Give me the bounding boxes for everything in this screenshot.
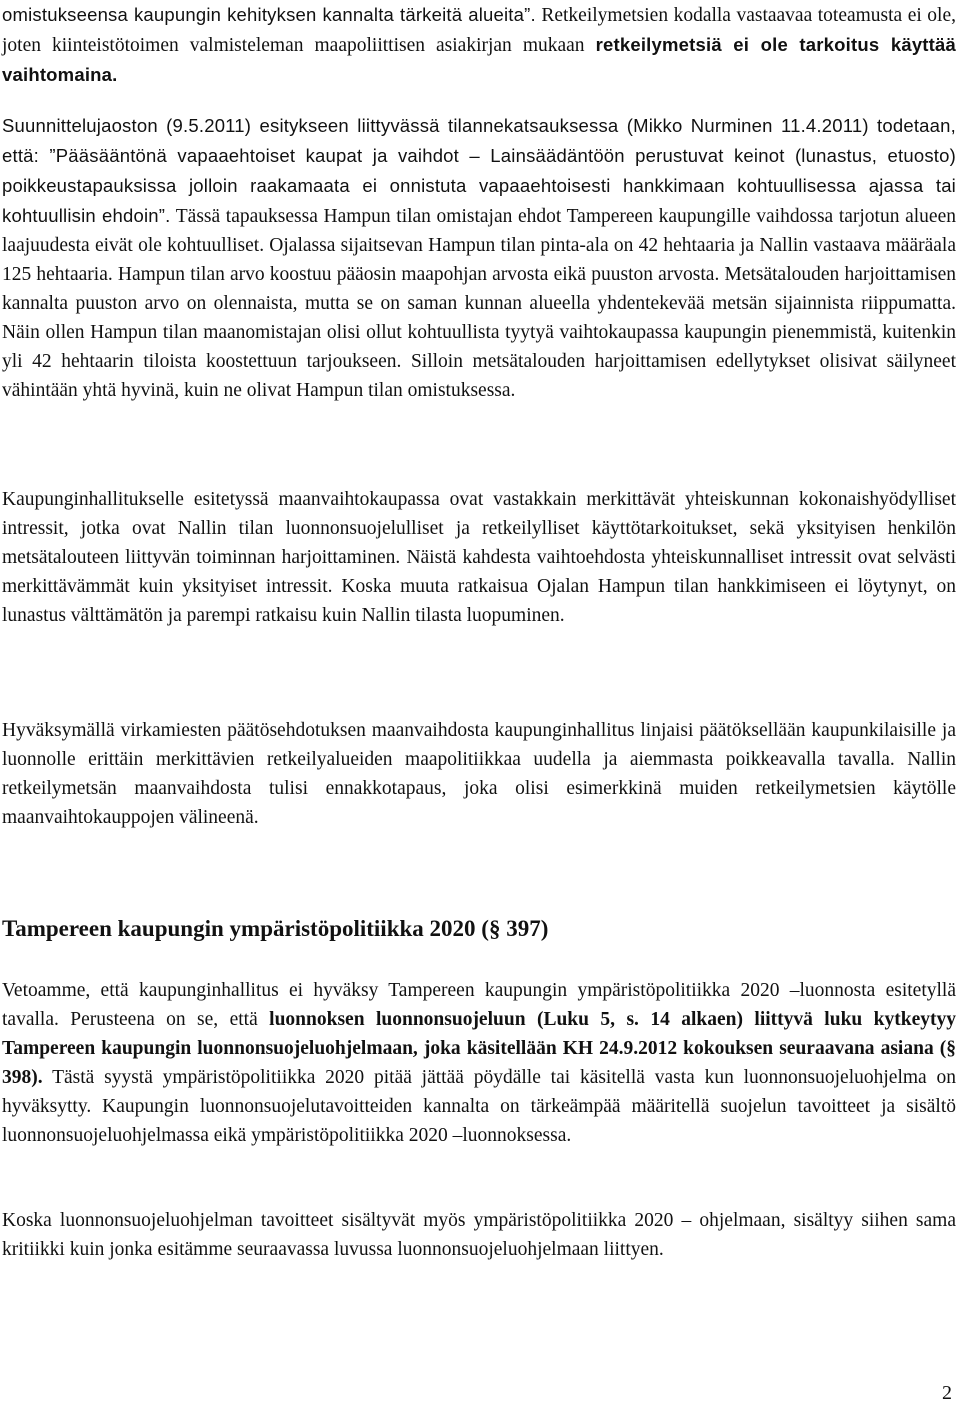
paragraph-1-lead: omistukseensa kaupungin kehityksen kannalta tärkeitä alueita”. [2, 4, 536, 25]
paragraph-5-lead: Vetoamme, että kaupunginhallitus ei hyväksy Tampereen kaupungin ympäristöpolitiikka 2020 –luonnosta esitetyllä tavalla. Perusteena on se, että [2, 980, 956, 1030]
paragraph-2-quote: Suunnittelujaoston (9.5.2011) esitykseen liittyvässä tilannekatsauksessa (Mikko Nurminen 11.4.2011) todetaan, että: ”Pääsääntönä vapaaehtoiset kaupat ja vaihdot – Lainsäädäntöön perustuvat keinot (lunastus, etuosto) poikkeustapauksissa jolloin raakamaata ei onnistuta vapaaehtoisesti hankkimaan kohtuullisessa ajassa tai kohtuullisin ehdoin”. [2, 115, 956, 226]
paragraph-environment-policy [2, 976, 956, 1150]
paragraph-conservation-programme: Koska luonnonsuojeluohjelman tavoitteet sisältyvät myös ympäristöpolitiikka 2020 – ohjelmaan, sisältyy siihen sama kritiikki kuin jonka esitämme seuraavassa luvussa luonnonsuojeluohjelmaan liittyen. [2, 1210, 956, 1260]
paragraph-city-board-exchange: Kaupunginhallitukselle esitetyssä maanvaihtokaupassa ovat vastakkain merkittävät yhteiskunnan kokonaishyödylliset intressit, jotka ovat Nallin tilan luonnonsuojelulliset ja retkeilylliset käyttötarkoitukset, sekä yksityisen henkilön metsätalouteen liittyvän toiminnan harjoittaminen. Näistä kahdesta vaihtoehdosta yhteiskunnalliset intressit ovat selvästi merkittävämmät kuin yksityiset intressit. Koska muuta ratkaisua Ojalan Hampun tilan hankkimiseen ei löytynyt, on lunastus välttämätön ja parempi ratkaisu kuin Nallin tilasta luopuminen. [2, 489, 956, 626]
paragraph-officials-proposal: Hyväksymällä virkamiesten päätösehdotuksen maanvaihdosta kaupunginhallitus linjaisi päätöksellään kaupunkilaisille ja luonnolle erittäin merkittävien retkeilyalueiden maapolitiikkaa uudella ja aiemmasta poikkeavalla tavalla. Nallin retkeilymetsän maanvaihdosta tulisi ennakkotapaus, joka olisi esimerkkinä muiden retkeilymetsien käytölle maanvaihtokauppojen välineenä. [2, 720, 956, 828]
paragraph-5-emphasis: luonnoksen luonnonsuojeluun (Luku 5, s. 14 alkaen) liittyvä luku kytkeytyy Tampereen kaupungin luonnonsuojeluohjelmaan, joka käsitellään KH 24.9.2012 kokouksen seuraavana asiana (§ 398). [2, 1009, 957, 1088]
paragraph-planning-committee [2, 111, 956, 405]
paragraph-land-exchange-intro [2, 0, 956, 90]
paragraph-1-emphasis: retkeilymetsiä ei ole tarkoitus käyttää vaihtomaina. [2, 34, 957, 85]
paragraph-2-body: Tässä tapauksessa Hampun tilan omistajan ehdot Tampereen kaupungille vaihdossa tarjotun alueen laajuudesta eivät ole kohtuulliset. Ojalassa sijaitsevan Hampun tilan pinta-ala on 42 hehtaaria ja Nallin vastaava määräala 125 hehtaaria. Hampun tilan arvo koostuu pääosin maapohjan arvosta eikä puuston arvosta. Metsätalouden harjoittamisen kannalta puuston arvo on olennaista, mutta se on saman kunnan alueella yhdentekevää metsän sijainnista riippumatta. Näin ollen Hampun tilan maanomistajan olisi ollut kohtuullista tyytyä vaihtokaupassa kaupungin pienemmistä, kuitenkin yli 42 hehtaarin tiloista koostettuun tarjoukseen. Silloin metsätalouden harjoittamisen edellytykset olisivat säilyneet vähintään yhtä hyvinä, kuin ne olivat Hampun tilan omistuksessa. [2, 206, 956, 401]
paragraph-5-body: Tästä syystä ympäristöpolitiikka 2020 pitää jättää pöydälle tai käsitellä vasta kun luonnonsuojeluohjelma on hyväksytty. Kaupungin luonnonsuojelutavoitteiden kannalta on tärkeämpää määritellä suojelun tavoitteet ja sisältö luonnonsuojeluohjelmassa eikä ympäristöpolitiikka 2020 –luonnoksessa. [2, 1067, 956, 1146]
paragraph-1-body: Retkeilymetsien kodalla vastaavaa toteamusta ei ole, joten kiinteistötoimen valmisteleman maapoliittisen asiakirjan mukaan [2, 5, 956, 56]
section-heading: Tampereen kaupungin ympäristöpolitiikka 2020 (§ 397) [2, 916, 549, 941]
page-number: 2 [942, 1382, 952, 1404]
